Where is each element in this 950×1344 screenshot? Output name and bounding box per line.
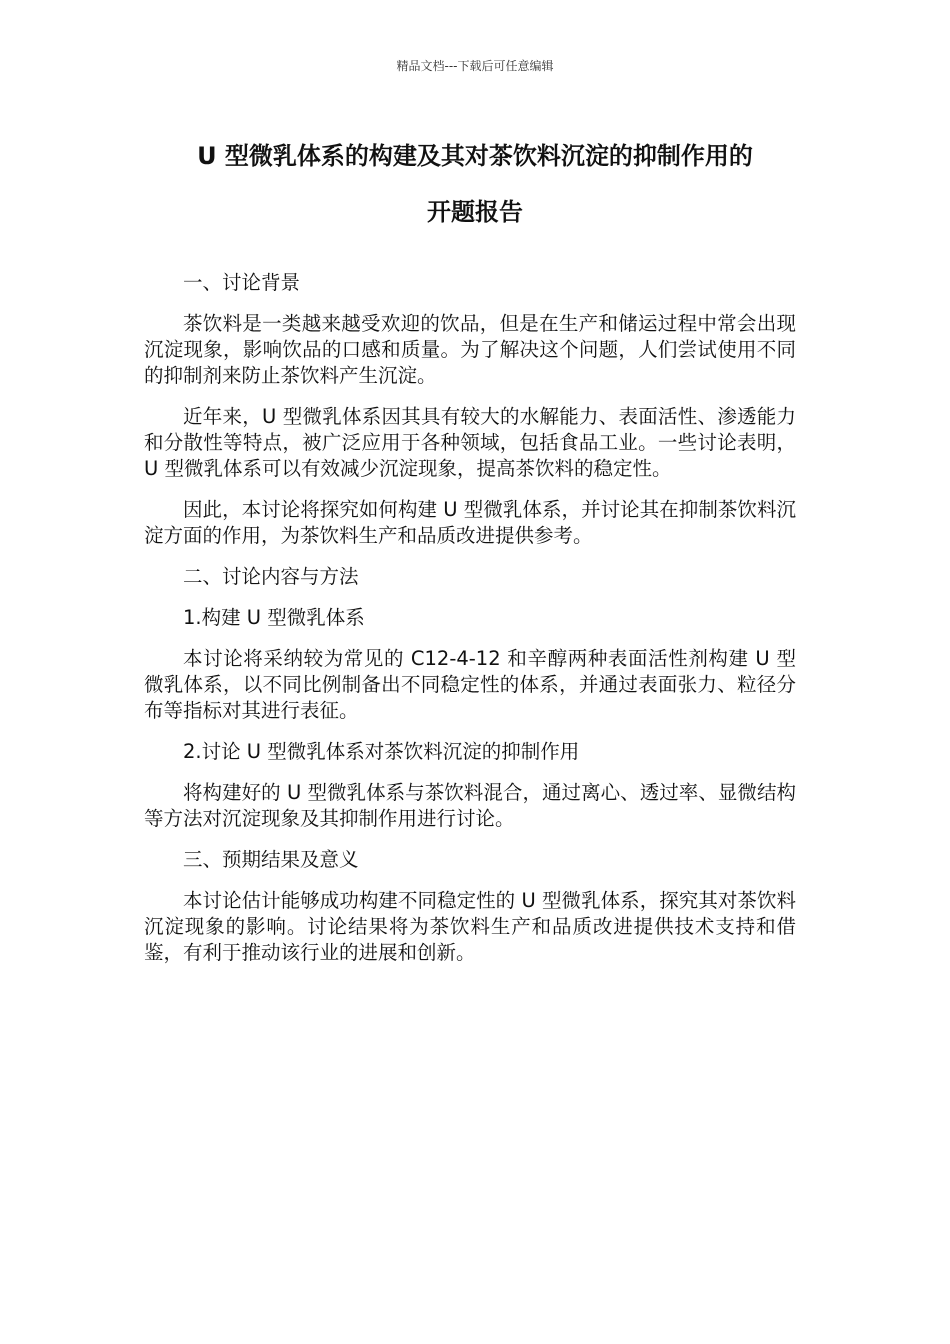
- title-line-2: 开题报告: [427, 198, 523, 226]
- section-heading-background: 一、讨论背景: [183, 271, 301, 294]
- title-line-1: U 型微乳体系的构建及其对茶饮料沉淀的抑制作用的: [197, 142, 753, 170]
- document-body: [144, 270, 796, 981]
- section-heading-content-methods: 二、讨论内容与方法: [183, 565, 359, 588]
- paragraph: 将构建好的 U 型微乳体系与茶饮料混合，通过离心、透过率、显微结构等方法对沉淀现象及其抑制作用进行讨论。: [144, 781, 796, 830]
- paragraph: 因此，本讨论将探究如何构建 U 型微乳体系，并讨论其在抑制茶饮料沉淀方面的作用，为茶饮料生产和品质改进提供参考。: [144, 498, 796, 547]
- subsection-heading-inhibition: 2.讨论 U 型微乳体系对茶饮料沉淀的抑制作用: [183, 740, 580, 763]
- paragraph: 本讨论估计能够成功构建不同稳定性的 U 型微乳体系，探究其对茶饮料沉淀现象的影响。讨论结果将为茶饮料生产和品质改进提供技术支持和借鉴，有利于推动该行业的进展和创新。: [144, 889, 796, 964]
- page-header: 精品文档---下载后可任意编辑: [396, 59, 554, 73]
- subsection-heading-build-system: 1.构建 U 型微乳体系: [183, 606, 365, 629]
- section-heading-expected-results: 三、预期结果及意义: [183, 848, 359, 871]
- paragraph: 茶饮料是一类越来越受欢迎的饮品，但是在生产和储运过程中常会出现沉淀现象，影响饮品的口感和质量。为了解决这个问题，人们尝试使用不同的抑制剂来防止茶饮料产生沉淀。: [144, 312, 796, 387]
- document-title: [140, 128, 810, 240]
- paragraph: 近年来，U 型微乳体系因其具有较大的水解能力、表面活性、渗透能力和分散性等特点，被广泛应用于各种领域，包括食品工业。一些讨论表明，U 型微乳体系可以有效减少沉淀现象，提高茶饮料的稳定性。: [144, 405, 796, 480]
- paragraph: 本讨论将采纳较为常见的 C12-4-12 和辛醇两种表面活性剂构建 U 型微乳体系，以不同比例制备出不同稳定性的体系，并通过表面张力、粒径分布等指标对其进行表征。: [144, 647, 796, 722]
